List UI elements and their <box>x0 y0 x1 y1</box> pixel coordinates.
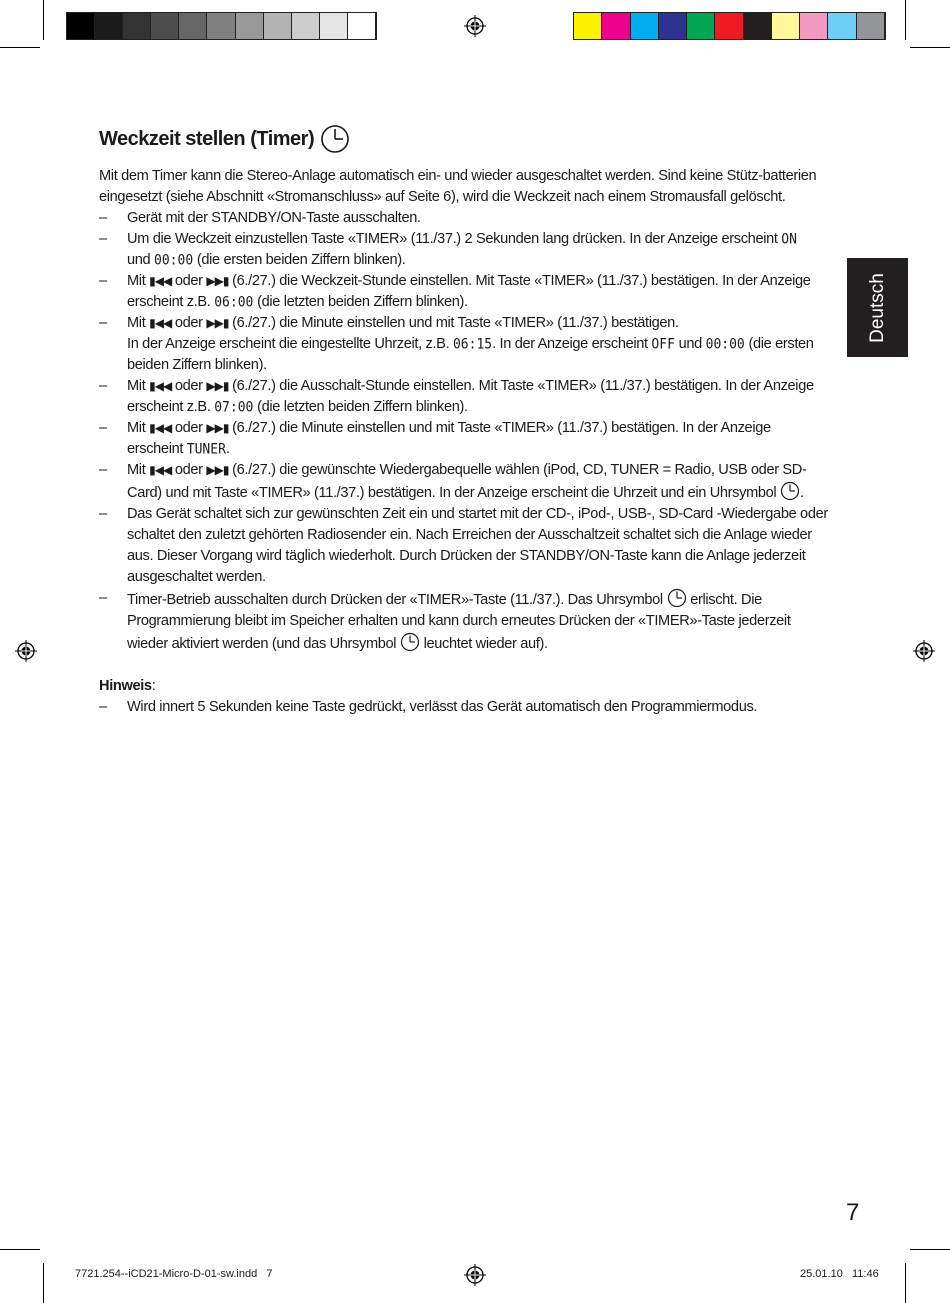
list-item <box>99 208 829 229</box>
step-text: (6./27.) die gewünschte Wiedergabequelle wählen (iPod, CD, TUNER = Radio, USB oder SD-Card) und mit Taste «TIMER» (11./37.) bestätigen. In der Anzeige erscheint die Uhrzeit und ein Uhrsymbol <box>127 462 807 501</box>
list-dash: – <box>99 231 107 247</box>
footer-timestamp: 25.01.10 11:46 <box>800 1268 879 1280</box>
gray-swatch <box>320 13 348 39</box>
color-swatch <box>574 13 602 39</box>
note-list <box>99 697 829 718</box>
step-text: (die ersten beiden Ziffern blinken). <box>127 336 814 373</box>
display-readout: 07:00 <box>214 399 254 416</box>
gray-swatch <box>207 13 235 39</box>
list-item <box>99 504 829 588</box>
registration-mark-icon <box>913 640 935 662</box>
note-text: Wird innert 5 Sekunden keine Taste gedrückt, verlässt das Gerät automatisch den Programmiermodus. <box>127 699 758 715</box>
display-readout: 06:15 <box>452 336 493 353</box>
list-item <box>99 313 829 376</box>
display-readout: ON <box>781 231 797 248</box>
list-item <box>99 418 829 460</box>
step-text: (die ersten beiden Ziffern blinken). <box>193 252 406 268</box>
list-dash: – <box>99 506 107 522</box>
step-text: . <box>800 485 804 501</box>
color-swatch <box>800 13 828 39</box>
step-text: und <box>674 336 706 352</box>
display-readout: TUNER <box>186 441 226 458</box>
intro-paragraph: Mit dem Timer kann die Stereo-Anlage automatisch ein- und wieder ausgeschaltet werden. Sind keine Stütz-batterien eingesetzt (siehe Abschnitt «Stromanschluss» auf Seite 6), wird die Weckzeit nach einem Stromausfall gelöscht. <box>99 168 817 205</box>
display-readout: 00:00 <box>154 252 194 269</box>
list-dash: – <box>99 590 107 606</box>
skip-back-icon: ▮◀◀ <box>149 421 172 435</box>
step-text: (6./27.) die Minute einstellen und mit Taste «TIMER» (11./37.) bestätigen. In der Anzeige erscheint <box>127 420 771 457</box>
clock-icon <box>780 481 800 501</box>
step-text: . In der Anzeige erscheint <box>492 336 652 352</box>
step-text: Mit <box>127 315 150 331</box>
color-swatch <box>744 13 772 39</box>
step-text: Um die Weckzeit einzustellen Taste «TIMER» (11./37.) 2 Sekunden lang drücken. In der Anzeige erscheint <box>127 231 782 247</box>
skip-forward-icon: ▶▶▮ <box>206 274 229 288</box>
registration-mark-icon <box>464 15 486 37</box>
list-dash: – <box>99 420 107 436</box>
skip-back-icon: ▮◀◀ <box>149 379 172 393</box>
skip-back-icon: ▮◀◀ <box>149 274 172 288</box>
skip-back-icon: ▮◀◀ <box>149 463 172 477</box>
skip-back-icon: ▮◀◀ <box>149 316 172 330</box>
clock-icon <box>320 124 350 154</box>
skip-forward-icon: ▶▶▮ <box>206 463 229 477</box>
step-text: (6./27.) die Weckzeit-Stunde einstellen. Mit Taste «TIMER» (11./37.) bestätigen. In der Anzeige erscheint z.B. <box>127 273 811 310</box>
step-text: (6./27.) die Ausschalt-Stunde einstellen. Mit Taste «TIMER» (11./37.) bestätigen. In der Anzeige erscheint z.B. <box>127 378 814 415</box>
color-swatch <box>602 13 630 39</box>
list-item <box>99 460 829 504</box>
step-text: oder <box>171 273 207 289</box>
step-text: Timer-Betrieb ausschalten durch Drücken der «TIMER»-Taste (11./37.). Das Uhrsymbol <box>127 592 667 608</box>
step-text: und <box>127 252 155 268</box>
registration-mark-icon <box>464 1264 486 1286</box>
list-dash: – <box>99 378 107 394</box>
note-heading-text: Hinweis <box>99 678 152 694</box>
step-text: oder <box>171 378 207 394</box>
gray-swatch <box>264 13 292 39</box>
gray-swatch <box>67 13 95 39</box>
step-text: leuchtet wieder auf). <box>419 636 548 652</box>
footer-filename: 7721.254--iCD21-Micro-D-01-sw.indd 7 <box>75 1268 273 1280</box>
language-tab-label: Deutsch <box>866 272 888 343</box>
display-readout: 00:00 <box>705 336 745 353</box>
color-swatch <box>772 13 800 39</box>
note-colon: : <box>151 678 156 694</box>
gray-swatch <box>179 13 207 39</box>
list-item <box>99 697 829 718</box>
gray-swatch <box>123 13 151 39</box>
skip-forward-icon: ▶▶▮ <box>206 379 229 393</box>
step-text: oder <box>171 420 207 436</box>
step-text: erlischt. Die Programmierung bleibt im Speicher erhalten und kann durch erneutes Drücken der «TIMER»-Taste jederzeit wieder aktiviert werden (und das Uhrsymbol <box>127 592 791 652</box>
gray-swatch <box>151 13 179 39</box>
gray-calibration-bar <box>66 12 377 40</box>
step-text: Mit <box>127 420 150 436</box>
step-text: (6./27.) die Minute einstellen und mit Taste «TIMER» (11./37.) bestätigen. <box>228 315 679 331</box>
gray-swatch <box>95 13 123 39</box>
page-title-text: Weckzeit stellen (Timer) <box>99 128 315 150</box>
page-number: 7 <box>846 1199 860 1226</box>
step-text: . <box>225 441 230 457</box>
steps-list <box>99 208 829 655</box>
list-dash: – <box>99 462 107 478</box>
color-swatch <box>828 13 856 39</box>
display-readout: OFF <box>651 336 675 353</box>
step-text: Mit <box>127 378 150 394</box>
list-item <box>99 376 829 418</box>
color-swatch <box>631 13 659 39</box>
gray-swatch <box>292 13 320 39</box>
step-text: Mit <box>127 273 150 289</box>
display-readout: 06:00 <box>214 294 254 311</box>
step-text: In der Anzeige erscheint die eingestellte Uhrzeit, z.B. <box>127 336 453 352</box>
skip-forward-icon: ▶▶▮ <box>206 316 229 330</box>
step-text: Gerät mit der STANDBY/ON-Taste ausschalten. <box>127 210 421 226</box>
color-swatch <box>857 13 885 39</box>
color-calibration-bar <box>573 12 886 40</box>
skip-forward-icon: ▶▶▮ <box>206 421 229 435</box>
list-item <box>99 229 829 271</box>
list-dash: – <box>99 315 107 331</box>
list-dash: – <box>99 210 107 226</box>
color-swatch <box>715 13 743 39</box>
step-text: Mit <box>127 462 150 478</box>
list-dash: – <box>99 699 107 715</box>
gray-swatch <box>236 13 264 39</box>
main-content <box>99 124 829 718</box>
step-text: oder <box>171 315 207 331</box>
step-text: (die letzten beiden Ziffern blinken). <box>253 294 468 310</box>
step-text: (die letzten beiden Ziffern blinken). <box>253 399 468 415</box>
list-item <box>99 271 829 313</box>
gray-swatch <box>348 13 376 39</box>
registration-mark-icon <box>15 640 37 662</box>
page-title <box>99 124 829 154</box>
list-dash: – <box>99 273 107 289</box>
color-swatch <box>687 13 715 39</box>
color-swatch <box>659 13 687 39</box>
clock-icon <box>400 632 420 652</box>
step-text: oder <box>171 462 207 478</box>
clock-icon <box>667 588 687 608</box>
language-tab <box>847 258 908 357</box>
note-heading <box>99 676 829 697</box>
step-text: Das Gerät schaltet sich zur gewünschten Zeit ein und startet mit der CD-, iPod-, USB-, SD-Card -Wiedergabe oder schaltet den zuletzt gehörten Radiosender ein. Nach Erreichen der Ausschaltzeit schaltet sich die Anlage wieder aus. Dieser Vorgang wird täglich wiederholt. Durch Drücken der STANDBY/ON-Taste kann die Anlage jederzeit ausgeschaltet werden. <box>127 506 828 585</box>
list-item <box>99 588 829 655</box>
